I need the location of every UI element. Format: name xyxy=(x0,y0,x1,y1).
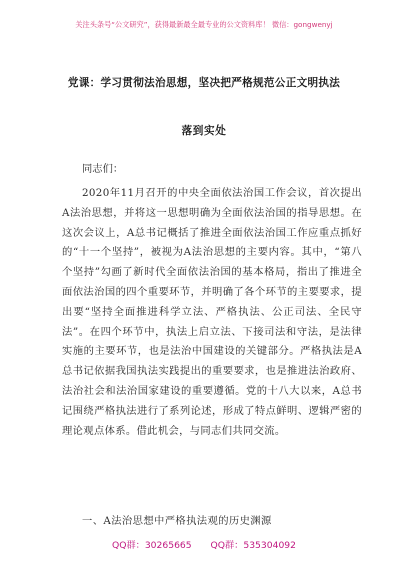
section-heading: 一、A法治思想中严格执法观的历史渊源 xyxy=(82,515,272,527)
footer-contact xyxy=(0,537,408,551)
body-paragraph: 2020年11月召开的中央全面依法治国工作会议，首次提出A法治思想，并将这一思想明确为全面依法治国的指导思想。在这次会议上，A总书记概括了推进全面依法治国工作应重点抓好的“十一个坚持”，被视为A法治思想的主要内容。其中，“第八个坚持”勾画了新时代全面依法治国的基本格局，指出了推进全面依法治国的四个重要环节，并明确了各个环节的主要要求，提出要“坚持全面推进科学立法、严格执法、公正司法、全民守法”。在四个环节中，执法上启立法、下接司法和守法，是法律实施的主要环节，也是法治中国建设的关键部分。严格执法是A总书记依据我国执法实践提出的重要要求，也是推进法治政府、法治社会和法治国家建设的重要遵循。党的十八大以来，A总书记围绕严格执法进行了系列论述，形成了特点鲜明、逻辑严密的理论观点体系。借此机会，与同志们共同交流。 xyxy=(62,187,362,437)
footer-qq-group-1: QQ群：30265665 xyxy=(112,540,192,551)
salutation: 同志们： xyxy=(82,163,124,175)
document-title-line-2: 落到实处 xyxy=(181,125,227,137)
document-title-line-1: 党课：学习贯彻法治思想，坚决把严格规范公正文明执法 xyxy=(67,77,341,89)
footer-qq-group-2: QQ群：535304092 xyxy=(210,540,296,551)
header-promo-note: 关注头条号“公文研究”，获得最新最全最专业的公文资料库！ 微信：gongwenyj xyxy=(75,20,333,29)
